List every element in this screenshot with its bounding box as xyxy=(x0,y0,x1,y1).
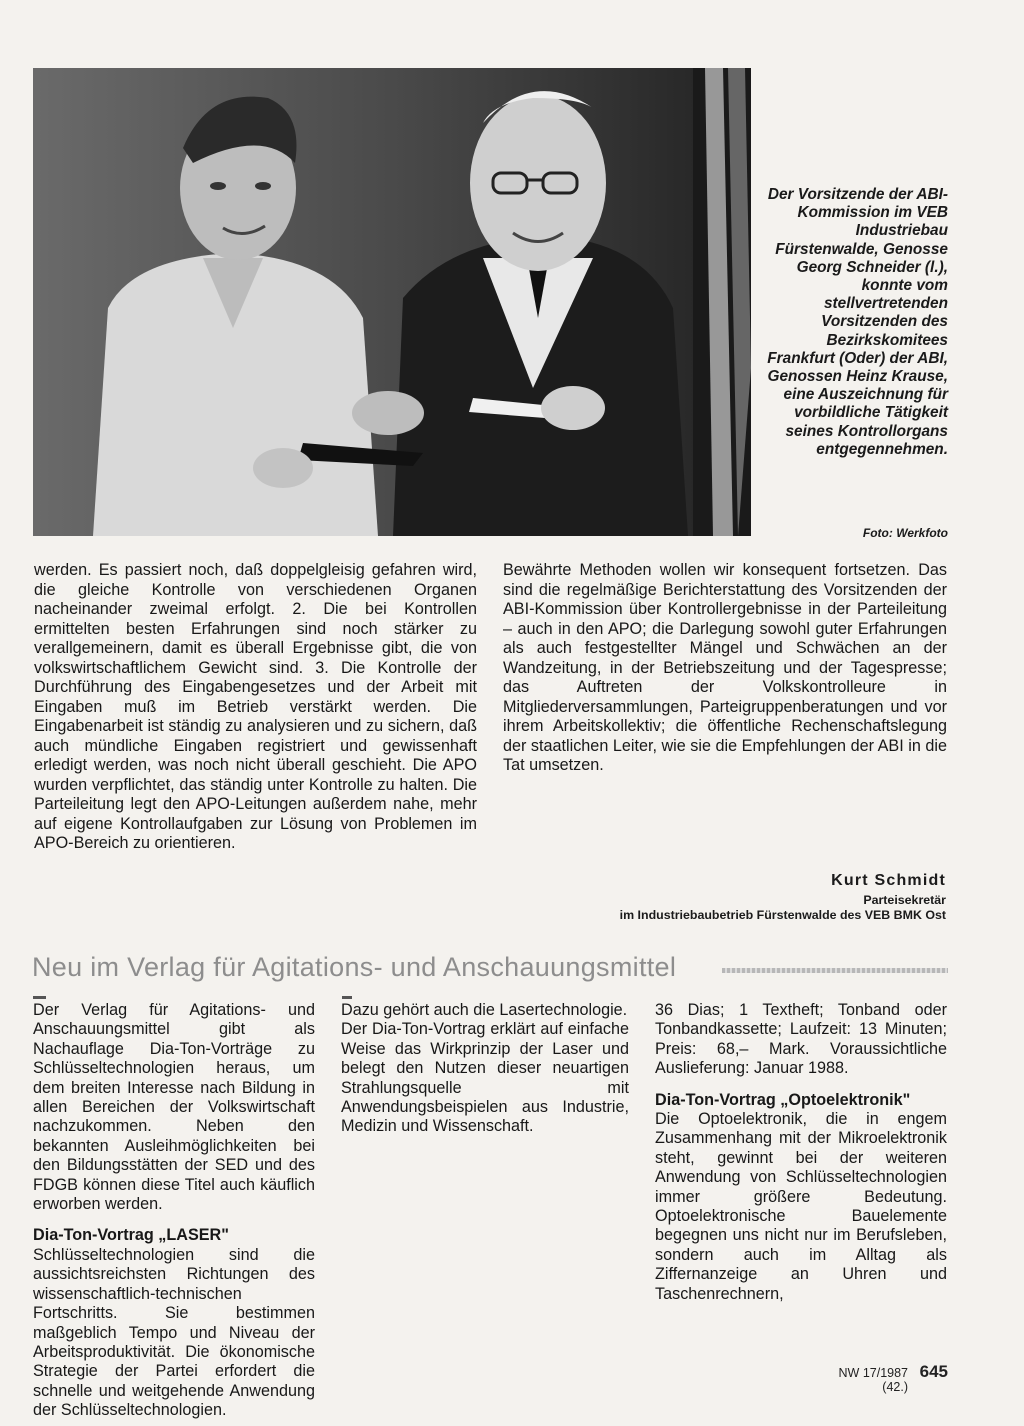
issue-reference: NW 17/1987 (42.) xyxy=(838,1366,908,1394)
column-rule-marker xyxy=(342,996,352,999)
laser-paragraph-4: 36 Dias; 1 Textheft; Tonband oder Tonbandkassette; Laufzeit: 13 Minuten; Preis: 68,– Mark. Voraussichtliche Auslieferung: Januar 1988. xyxy=(655,1001,947,1078)
section-heading: Neu im Verlag für Agitations- und Anschauungsmittel xyxy=(32,952,677,982)
author-role-affiliation: im Industriebaubetrieb Fürstenwalde des VEB BMK Ost xyxy=(619,908,946,922)
heading-rule xyxy=(722,968,948,973)
section-column-3 xyxy=(655,1001,947,1304)
author-name: Kurt Schmidt xyxy=(831,872,946,889)
laser-heading: Dia-Ton-Vortrag „LASER" xyxy=(33,1226,229,1245)
article-column-left: werden. Es passiert noch, daß doppelgleisig gefahren wird, die gleiche Kontrolle von verschiedenen Organen nacheinander zweimal erfolgt. 2. Die bei Kontrollen ermittelten besten Erfahrungen sind noch stärker zu verallgemeinern, damit es überall Ergebnisse gibt, die von volkswirtschaftlichem Gewicht sind. 3. Die Kontrolle der Durchführung des Eingabengesetzes und der Arbeit mit Eingaben muß im Betrieb verstärkt werden. Die Eingabenarbeit ist ständig zu analysieren und zu sichern, daß auch mündliche Eingaben registriert und gewissenhaft erledigt werden, was noch nicht überall geschieht. Die APO wurden verpflichtet, das ständig unter Kontrolle zu halten. Die Parteileitung legt den APO-Leitungen außerdem nahe, mehr auf eigene Kontrollaufgaben zur Lösung von Problemen im APO-Bereich zu orientieren. xyxy=(34,561,477,852)
intro-paragraph: Der Verlag für Agitations- und Anschauungsmittel gibt als Nachauflage Dia-Ton-Vorträge zu Schlüsseltechnologien heraus, um dem breiten Interesse nach Bildung in allen Bereichen der Volkswirtschaft nachzukommen. Neben den bekannten Ausleihmöglichkeiten bei den Bildungsstätten der SED und des FDGB können diese Titel auch käuflich erworben werden. xyxy=(33,1001,315,1214)
photo-caption xyxy=(762,186,948,459)
column-rule-marker xyxy=(33,996,46,999)
laser-paragraph-3: Der Dia-Ton-Vortrag erklärt auf einfache Weise das Wirkprinzip der Laser und belegt den Nutzen dieser neuartigen Strahlungsquelle mit Anwendungsbeispielen aus Industrie, Medizin und Wissenschaft. xyxy=(341,1020,629,1136)
section-column-1 xyxy=(33,1001,315,1421)
page-number: 645 xyxy=(919,1362,948,1381)
photo-credit: Foto: Werkfoto xyxy=(862,526,948,540)
laser-paragraph-2: Dazu gehört auch die Lasertechnologie. xyxy=(341,1001,628,1019)
article-column-right: Bewährte Methoden wollen wir konsequent fortsetzen. Das sind die regelmäßige Berichterstattung des Vorsitzenden der ABI-Kommission über Kontrollergebnisse in der Parteileitung – auch in den APO; die Darlegung sowohl guter Erfahrungen als auch festgestellter Mängel und Schwächen an der Wandzeitung, in der Betriebszeitung und der Tagespresse; das Auftreten der Volkskontrolleure in Mitgliederversammlungen, Parteigruppenberatungen und vor ihrem Arbeitskollektiv; die öffentliche Rechenschaftslegung der staatlichen Leiter, wie sie die Empfehlungen der ABI in die Tat umsetzen. xyxy=(503,561,947,774)
laser-paragraph-1: Schlüsseltechnologien sind die aussichtsreichsten Richtungen des wissenschaftlich-technischen Fortschritts. Sie bestimmen maßgeblich Tempo und Niveau der Arbeitsproduktivität. Die ökonomische Strategie der Partei erfordert die schnelle und weitgehende Anwendung der Schlüsseltechnologien. xyxy=(33,1245,315,1420)
author-role-title: Parteisekretär xyxy=(863,893,946,907)
opto-heading: Dia-Ton-Vortrag „Optoelektronik" xyxy=(655,1090,911,1109)
photo-caption-text: Der Vorsitzende der ABI-Kommission im VEB Industriebau Fürstenwalde, Genosse Georg Schneider (l.), konnte vom stellvertretenden Vorsitzenden des Bezirkskomitees Frankfurt (Oder) der ABI, Genossen Heinz Krause, eine Auszeichnung für vorbildliche Tätigkeit seines Kontrollorgans entgegennehmen. xyxy=(767,186,948,458)
section-column-2 xyxy=(341,1001,629,1137)
article-photo xyxy=(33,68,751,536)
opto-paragraph-1: Die Optoelektronik, die in engem Zusammenhang mit der Mikroelektronik steht, gewinnt bei der weiteren Anwendung von Schlüsseltechnologien immer größere Bedeutung. Optoelektronische Bauelemente begegnen uns nicht nur im Berufsleben, sondern auch im Alltag als Ziffernanzeige an Uhren und Taschenrechnern, xyxy=(655,1110,947,1303)
author-role xyxy=(560,893,946,923)
